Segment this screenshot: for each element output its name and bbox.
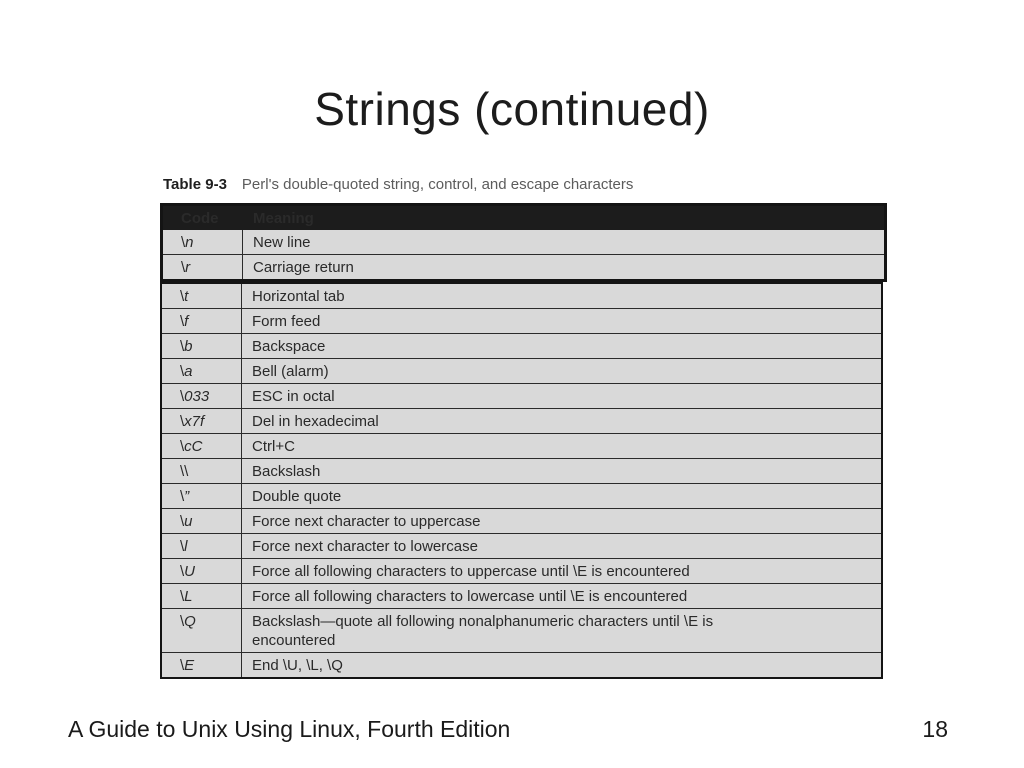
- meaning-cell: Backslash—quote all following nonalphanumeric characters until \E is encountered: [252, 613, 714, 649]
- table-row: [162, 508, 881, 533]
- table-caption-label: Table 9-3: [163, 176, 227, 193]
- code-cell: [162, 559, 242, 583]
- code-cell: [162, 434, 242, 458]
- meaning-cell: End \U, \L, \Q: [252, 657, 343, 674]
- code-backslash: \: [181, 234, 186, 251]
- table-row: [162, 383, 881, 408]
- meaning-cell: Force all following characters to uppercase until \E is encountered: [252, 563, 690, 580]
- table-rows-part1: [163, 230, 884, 279]
- page-title: Strings (continued): [314, 83, 710, 135]
- meaning-cell: Bell (alarm): [252, 363, 329, 380]
- table-row: [162, 408, 881, 433]
- code-cell: [162, 334, 242, 358]
- page-number: 18: [922, 716, 948, 742]
- meaning-cell: Carriage return: [253, 259, 354, 276]
- table-row: [162, 358, 881, 383]
- meaning-cell: Ctrl+C: [252, 438, 295, 455]
- code-cell: [162, 509, 242, 533]
- code-letter: t: [184, 288, 189, 305]
- table-row: [162, 558, 881, 583]
- code-backslash: \: [180, 313, 185, 330]
- code-cell: [162, 309, 242, 333]
- table-caption: [163, 176, 633, 193]
- code-letter: n: [185, 234, 194, 251]
- code-cell: [162, 409, 242, 433]
- code-letter: U: [184, 563, 196, 580]
- table-rows-part2: [162, 284, 881, 677]
- meaning-cell: Force next character to lowercase: [252, 538, 478, 555]
- code-letter: b: [184, 338, 193, 355]
- meaning-cell: ESC in octal: [252, 388, 335, 405]
- meaning-cell: Force all following characters to lowercase until \E is encountered: [252, 588, 688, 605]
- code-cell: [162, 653, 242, 677]
- meaning-cell: Backslash: [252, 463, 321, 480]
- code-backslash: \: [180, 513, 185, 530]
- code-letter: E: [184, 657, 195, 674]
- code-cell: [162, 609, 242, 652]
- table-row: [162, 483, 881, 508]
- table-row: [162, 333, 881, 358]
- table-row: [163, 254, 884, 279]
- escape-table-part2: [160, 282, 883, 679]
- code-cell: [162, 484, 242, 508]
- code-letter: a: [184, 363, 193, 380]
- table-row: [163, 230, 884, 254]
- meaning-cell: Backspace: [252, 338, 326, 355]
- code-letter: u: [184, 513, 193, 530]
- footer: [68, 716, 948, 743]
- code-backslash: \: [181, 259, 186, 276]
- table-row: [162, 583, 881, 608]
- meaning-cell: Del in hexadecimal: [252, 413, 379, 430]
- escape-table-part1: [160, 203, 887, 282]
- meaning-cell: Horizontal tab: [252, 288, 345, 305]
- code-cell: [162, 534, 242, 558]
- column-header-code: Code: [181, 209, 219, 227]
- meaning-cell: New line: [253, 234, 311, 251]
- code-backslash: \: [180, 288, 185, 305]
- code-cell: [162, 459, 242, 483]
- code-letter: ”: [184, 488, 190, 505]
- code-letter: f: [184, 313, 189, 330]
- code-letter: r: [185, 259, 191, 276]
- table-row: [162, 458, 881, 483]
- meaning-cell: Double quote: [252, 488, 342, 505]
- code-cell: [162, 584, 242, 608]
- code-cell: [162, 284, 242, 308]
- table-row: [162, 433, 881, 458]
- table-row: [162, 284, 881, 308]
- table-header-row: [163, 206, 884, 230]
- meaning-cell: Form feed: [252, 313, 321, 330]
- meaning-cell: Force next character to uppercase: [252, 513, 481, 530]
- code-backslash: \: [180, 613, 185, 630]
- code-backslash: \: [180, 363, 185, 380]
- table-row: [162, 608, 881, 652]
- code-backslash: \: [180, 657, 185, 674]
- code-cell: [163, 230, 243, 254]
- code-cell: [162, 384, 242, 408]
- code-letter: 033: [184, 388, 210, 405]
- code-backslash: \: [180, 388, 185, 405]
- code-backslash: \: [180, 488, 185, 505]
- code-letter: L: [184, 588, 193, 605]
- code-letter: Q: [184, 613, 196, 630]
- table-row: [162, 533, 881, 558]
- table-row: [162, 308, 881, 333]
- column-header-meaning: Meaning: [253, 209, 314, 227]
- code-backslash: \\: [180, 463, 189, 480]
- code-cell: [163, 255, 243, 279]
- table-caption-text: Perl's double-quoted string, control, and escape characters: [241, 176, 634, 193]
- code-letter: l: [184, 538, 188, 555]
- code-backslash: \: [180, 438, 185, 455]
- code-backslash: \: [180, 413, 185, 430]
- code-backslash: \: [180, 563, 185, 580]
- code-backslash: \: [180, 588, 185, 605]
- code-letter: x7f: [184, 413, 205, 430]
- code-letter: cC: [184, 438, 203, 455]
- code-cell: [162, 359, 242, 383]
- code-backslash: \: [180, 538, 185, 555]
- code-backslash: \: [180, 338, 185, 355]
- footer-text: A Guide to Unix Using Linux, Fourth Edition: [68, 716, 511, 742]
- table-row: [162, 652, 881, 677]
